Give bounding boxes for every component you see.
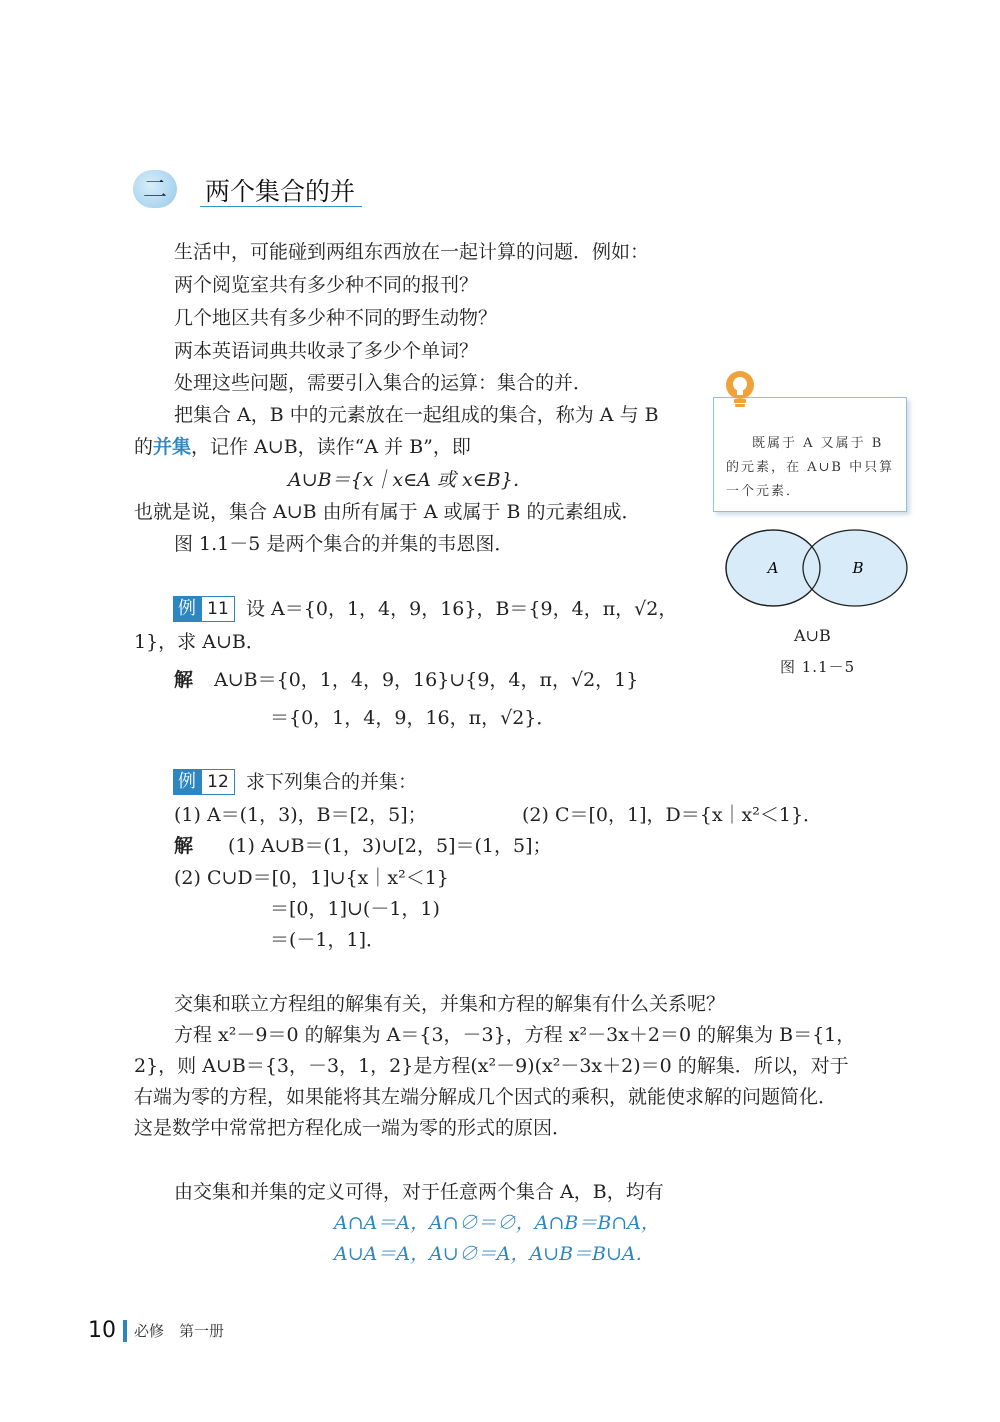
term-union: 并集 xyxy=(153,436,192,458)
summary-identity-2: A∪A＝A，A∪∅＝A，A∪B＝B∪A． xyxy=(334,1243,655,1265)
example-11-solution-2: ＝{0，1，4，9，16，π，√2}． xyxy=(270,707,556,729)
venn-caption: A∪B xyxy=(794,626,831,645)
margin-note-text: 既属于 A 又属于 B 的元素，在 A∪B 中只算一个元素． xyxy=(726,436,895,499)
section-title: 两个集合的并 xyxy=(205,177,356,206)
venn-label-a: A xyxy=(767,559,779,577)
discussion-line-2: 方程 x²－9＝0 的解集为 A＝{3，－3}，方程 x²－3x＋2＝0 的解集为 B＝{1， xyxy=(174,1024,856,1046)
venn-label-b: B xyxy=(852,559,864,577)
example-12-solution-label: 解 xyxy=(174,835,194,857)
footer-divider xyxy=(123,1320,127,1342)
section-number: 二 xyxy=(143,175,167,203)
example-12-part-1: (1) A＝(1，3)，B＝[2，5]； xyxy=(174,804,427,826)
definition-line-1: 把集合 A，B 中的元素放在一起组成的集合，称为 A 与 B xyxy=(174,404,659,426)
example-11-badge: 例 11 xyxy=(173,596,235,622)
discussion-line-4: 右端为零的方程，如果能将其左端分解成几个因式的乘积，就能使求解的问题简化． xyxy=(134,1086,838,1108)
example-11-problem-2: 1}，求 A∪B． xyxy=(134,631,265,653)
book-title: 必修 第一册 xyxy=(134,1322,225,1340)
example-12-solution-2b: ＝[0，1]∪(－1，1) xyxy=(270,898,440,920)
discussion-line-5: 这是数学中常常把方程化成一端为零的形式的原因． xyxy=(134,1117,572,1139)
example-12-solution-2c: ＝(－1，1]． xyxy=(270,929,386,951)
venn-diagram xyxy=(720,525,915,615)
example-11-solution-label: 解 xyxy=(174,669,194,691)
section-underline xyxy=(200,206,362,207)
intro-line-4: 两本英语词典共收录了多少个单词？ xyxy=(174,340,479,362)
intro-line-2: 两个阅览室共有多少种不同的报刊？ xyxy=(174,274,479,296)
page-number: 10 xyxy=(88,1318,116,1343)
example-12-problem: 求下列集合的并集： xyxy=(246,771,418,793)
example-12-solution-2a: (2) C∪D＝[0，1]∪{x｜x²＜1} xyxy=(174,867,449,889)
discussion-line-3: 2}，则 A∪B＝{3，－3，1，2}是方程(x²－9)(x²－3x＋2)＝0 的解集．所以，对于 xyxy=(134,1055,849,1077)
example-11-problem-1: 设 A＝{0，1，4，9，16}，B＝{9，4，π，√2， xyxy=(246,598,678,620)
definition-formula: A∪B＝{x｜x∈A 或 x∈B}． xyxy=(288,469,532,491)
discussion-line-1: 交集和联立方程组的解集有关，并集和方程的解集有什么关系呢？ xyxy=(174,993,726,1015)
example-12-solution-1: (1) A∪B＝(1，3)∪[2，5]＝(1，5]； xyxy=(228,835,552,857)
lightbulb-icon xyxy=(722,370,758,410)
intro-line-5: 处理这些问题，需要引入集合的运算：集合的并． xyxy=(174,372,593,394)
intro-line-3: 几个地区共有多少种不同的野生动物？ xyxy=(174,307,498,329)
margin-note xyxy=(713,397,907,512)
example-12-badge: 例 12 xyxy=(173,769,235,795)
definition-line-4: 图 1.1－5 是两个集合的并集的韦恩图． xyxy=(174,533,514,555)
figure-label: 图 1.1－5 xyxy=(780,658,856,676)
summary-intro: 由交集和并集的定义可得，对于任意两个集合 A，B，均有 xyxy=(174,1181,664,1203)
summary-identity-1: A∩A＝A，A∩∅＝∅，A∩B＝B∩A， xyxy=(334,1212,660,1234)
example-12-part-2: (2) C＝[0，1]，D＝{x｜x²＜1}． xyxy=(522,804,823,826)
intro-line-1: 生活中，可能碰到两组东西放在一起计算的问题．例如： xyxy=(174,241,650,263)
definition-line-3: 也就是说，集合 A∪B 由所有属于 A 或属于 B 的元素组成． xyxy=(134,501,641,523)
definition-line-2: 的并集，记作 A∪B，读作“A 并 B”，即 xyxy=(134,436,471,458)
example-11-solution-1: A∪B＝{0，1，4，9，16}∪{9，4，π，√2，1} xyxy=(214,669,639,691)
